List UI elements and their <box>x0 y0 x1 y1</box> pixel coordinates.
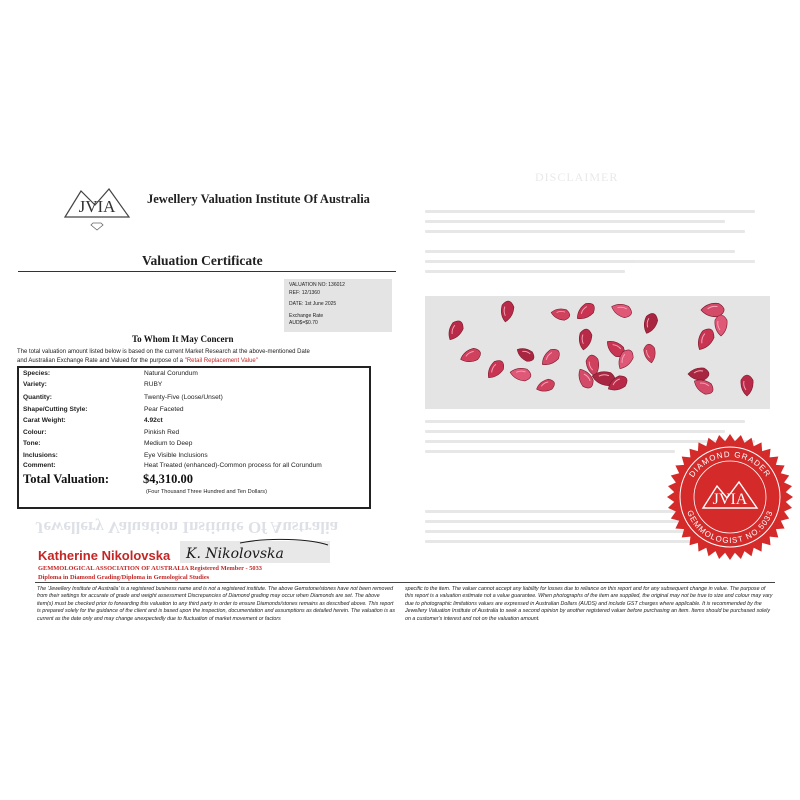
detail-key: Inclusions: <box>23 452 58 459</box>
total-valuation-amount: $4,310.00 <box>143 472 193 486</box>
ruby-stone <box>514 345 536 364</box>
valuer-name: Katherine Nikolovska <box>38 548 171 563</box>
detail-key: Shape/Cutting Style: <box>23 406 88 413</box>
svg-text:K. Nikolovska: K. Nikolovska <box>186 546 284 562</box>
detail-key: Variety: <box>23 381 47 388</box>
org-name: Jewellery Valuation Institute Of Australia <box>147 192 370 206</box>
ruby-stone <box>459 346 483 365</box>
ruby-stone <box>484 358 507 382</box>
detail-key: Colour: <box>23 429 47 436</box>
ruby-stone <box>715 315 727 336</box>
logo-text: JVIA <box>78 197 116 216</box>
detail-value: Eye Visible Inclusions <box>144 452 208 459</box>
ruby-stone <box>643 343 657 364</box>
detail-key: Tone: <box>23 440 41 447</box>
ruby-stone <box>550 307 571 321</box>
diamond-grader-seal <box>665 432 795 562</box>
ruby-stone <box>538 346 562 369</box>
valuer-diploma: Diploma in Diamond Grading/Diploma in Gemological Studies <box>38 574 210 581</box>
detail-value: Natural Corundum <box>144 370 198 377</box>
total-valuation-words: (Four Thousand Three Hundred and Ten Dollars) <box>146 489 267 495</box>
svg-text:GEMMOLOGIST NO.5033: GEMMOLOGIST NO.5033 <box>685 508 775 546</box>
valuation-date: DATE: 1st June 2025 <box>289 301 337 307</box>
disclaimer-title: DISCLAIMER <box>535 170 619 184</box>
salutation: To Whom It May Concern <box>132 334 234 344</box>
ruby-stone <box>610 301 634 320</box>
detail-value: 4.92ct <box>144 417 163 424</box>
exchange-rate-label: Exchange Rate <box>289 312 324 319</box>
detail-value: Twenty-Five (Loose/Unset) <box>144 394 223 401</box>
ruby-stone <box>701 303 724 316</box>
valuer-signature <box>180 535 330 565</box>
svg-text:DIAMOND GRADER: DIAMOND GRADER <box>687 449 773 479</box>
svg-text:JVIA: JVIA <box>712 491 748 508</box>
title-divider <box>18 271 396 272</box>
jvia-logo <box>57 183 137 231</box>
ruby-stone <box>688 368 709 380</box>
ruby-stone <box>694 326 717 353</box>
valuation-purpose: "Retail Replacement Value" <box>184 357 258 364</box>
valuer-registration: GEMMOLOGICAL ASSOCIATION OF AUSTRALIA Registered Member - 5033 <box>38 565 262 572</box>
detail-key: Carat Weight: <box>23 417 66 424</box>
footer-right-disclaimer: specific to the item. The valuer cannot accept any liability for losses due to reliance on this report and for any subsequent change in value. The purpose of this report is a valuation estimate not a value guarantee. When photographs of the item are supplied, the original may not be true to size and colour may vary due to photographic limitations values are expressed in Australian Dollars (AUDS) and include GST charges where applicable. It is recommended by the Jewellery Valuation Institute of Australia to seek a second opinion by another registered valuer before purchasing an item. Items should be purchased solely on a customer's interest and not on the valuation amount. <box>405 586 773 622</box>
exchange-rate-value: AUD$=$0.70 <box>289 320 318 326</box>
total-valuation-label: Total Valuation: <box>23 472 110 486</box>
valuation-number: VALUATION NO: 136012 <box>289 282 345 288</box>
ruby-stone <box>741 375 753 396</box>
detail-value: Pinkish Red <box>144 429 180 436</box>
ruby-stone <box>445 318 466 342</box>
ruby-stone <box>577 328 593 351</box>
ruby-stone <box>641 312 660 336</box>
detail-key: Quantity: <box>23 394 52 401</box>
intro-line-2: and Australian Exchange Rate and Valued for the purpose of a <box>17 357 184 364</box>
footer-divider <box>35 582 775 583</box>
ruby-stone <box>499 300 515 323</box>
detail-key: Species: <box>23 370 51 377</box>
detail-key: Comment: <box>23 462 56 469</box>
intro-line-1: The total valuation amount listed below is based on the current Market Research at the above-mentioned Date <box>17 349 310 355</box>
footer-left-disclaimer: The 'Jewellery Institute of Australia' is a registered business name and is not a registered institute. The above Gemstone/stones have not been removed from their settings for accurate of grade and weight assessment Discrepancies of Diamond grading may occur when Diamonds are set. The above item(s) must be checked prior to forwarding this valuation to any third party in order to ensure Diamonds/stones remains as described above. This report is prepared solely for the guidance of the client and is based upon the inspection, documentation and assumptions as detailed herein. The valuation is as current as the date only and may change unexpectedly due to fluctuation of market movement or factors <box>37 586 396 622</box>
ruby-stone <box>573 300 597 323</box>
detail-value: Pear Faceted <box>144 406 184 413</box>
certificate-title: Valuation Certificate <box>142 253 263 268</box>
mirrored-watermark: Jewellery Valuation Institute Of Australia <box>35 518 339 537</box>
detail-value: RUBY <box>144 381 163 388</box>
detail-value: Heat Treated (enhanced)-Common process for all Corundum <box>144 462 322 469</box>
gemstone-details-box <box>17 366 371 509</box>
gemstone-photo <box>425 296 770 409</box>
detail-value: Medium to Deep <box>144 440 193 447</box>
ruby-stone <box>509 366 532 382</box>
reference-box <box>284 279 392 332</box>
ruby-stone <box>535 377 557 394</box>
reference-number: REF: 12/1360 <box>289 289 320 296</box>
intro-paragraph <box>17 348 397 365</box>
